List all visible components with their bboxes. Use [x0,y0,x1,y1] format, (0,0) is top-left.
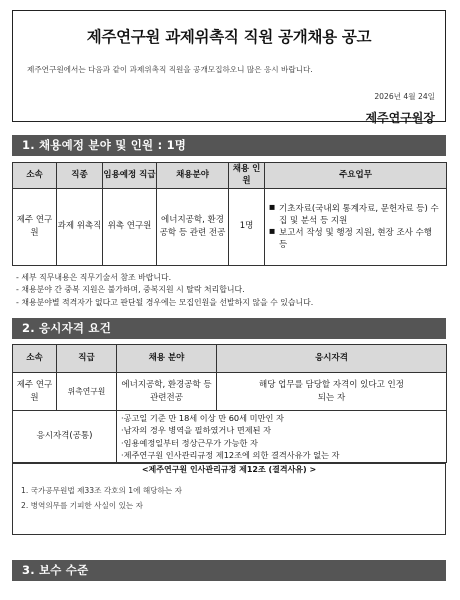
announcement-date: 2026년 4월 24일 [374,92,435,101]
disqualification-title: <제주연구원 인사관리규정 제12조 (결격사유) > [138,465,320,474]
common-requirements [117,411,447,463]
section-3-heading: 3. 보수 수준 [12,560,446,581]
recruitment-table [12,162,447,266]
disqualification-box [12,463,446,535]
disqualification-list [21,483,182,513]
header-grade: 직급 [57,345,117,373]
header-field: 채용 분야 [117,345,217,373]
table-header-row [13,163,447,189]
cell-org: 제주 연구원 [13,188,57,265]
section-1-notes [16,272,313,309]
cell-count: 1명 [229,188,265,265]
intro-text: 제주연구원에서는 다음과 같이 과제위촉직 직원을 공개모집하오니 많은 응시 바랍니다. [27,65,313,74]
cell-field: 에너지공학, 환경공학 등 관련전공 [117,373,217,411]
note-line: - 세부 직무내용은 직무기술서 참조 바랍니다. [16,273,172,282]
cell-duties [265,188,447,265]
common-label: 응시자격(공통) [13,411,117,463]
announcement-header [12,10,446,125]
signer: 제주연구원장 [365,111,435,125]
header-qualification: 응시자격 [217,345,447,373]
list-item: ■ 기초자료(국내외 통계자료, 문헌자료 등) 수집 및 분석 등 지원 [269,203,442,227]
section-1-heading: 1. 채용예정 분야 및 인원 : 1명 [12,135,446,156]
list-item: ·남자의 경우 병역을 필하였거나 면제된 자 [121,425,272,436]
table-row [13,373,447,411]
list-item: ·제주연구원 인사관리규정 제12조에 의한 결격사유가 없는 자 [121,449,340,460]
section-2-heading: 2. 응시자격 요건 [12,318,446,339]
page-title: 제주연구원 과제위촉직 직원 공개채용 공고 [86,28,372,46]
header-count: 채용 인원 [229,163,265,189]
note-line: - 채용분야 간 중복 지원은 불가하며, 중복지원 시 탈락 처리합니다. [16,285,245,295]
list-item: 2. 병역의무를 기피한 사실이 있는 자 [21,501,144,510]
table-header-row [13,345,447,373]
qualification-table [12,344,447,463]
header-field: 채용분야 [157,163,229,189]
cell-grade: 위촉연구원 [57,373,117,411]
table-row [13,188,447,265]
header-job-type: 직종 [57,163,103,189]
header-org: 소속 [13,345,57,373]
header-org: 소속 [13,163,57,189]
cell-qualification: 해당 업무를 담당할 자격이 있다고 인정되는 자 [217,373,447,411]
duty-list [265,203,446,251]
list-item: 1. 국가공무원법 제33조 각호의 1에 해당하는 자 [21,486,182,495]
header-duties: 주요업무 [265,163,447,189]
cell-job-type: 과제 위촉직 [57,188,103,265]
cell-grade: 위촉 연구원 [103,188,157,265]
note-line: - 채용분야별 적격자가 없다고 판단될 경우에는 모집인원을 선발하지 않을 수 있습니다. [16,297,314,307]
cell-org: 제주 연구원 [13,373,57,411]
cell-field: 에너지공학, 환경공학 등 관련 전공 [157,188,229,265]
list-item: ■ 보고서 작성 및 행정 지원, 현장 조사 수행 등 [269,227,442,251]
table-row [13,411,447,463]
list-item: ·공고일 기준 만 18세 이상 만 60세 미만인 자 [121,412,284,423]
list-item: ·임용예정일부터 정상근무가 가능한 자 [121,437,258,448]
header-grade: 임용예정 직급 [103,163,157,189]
